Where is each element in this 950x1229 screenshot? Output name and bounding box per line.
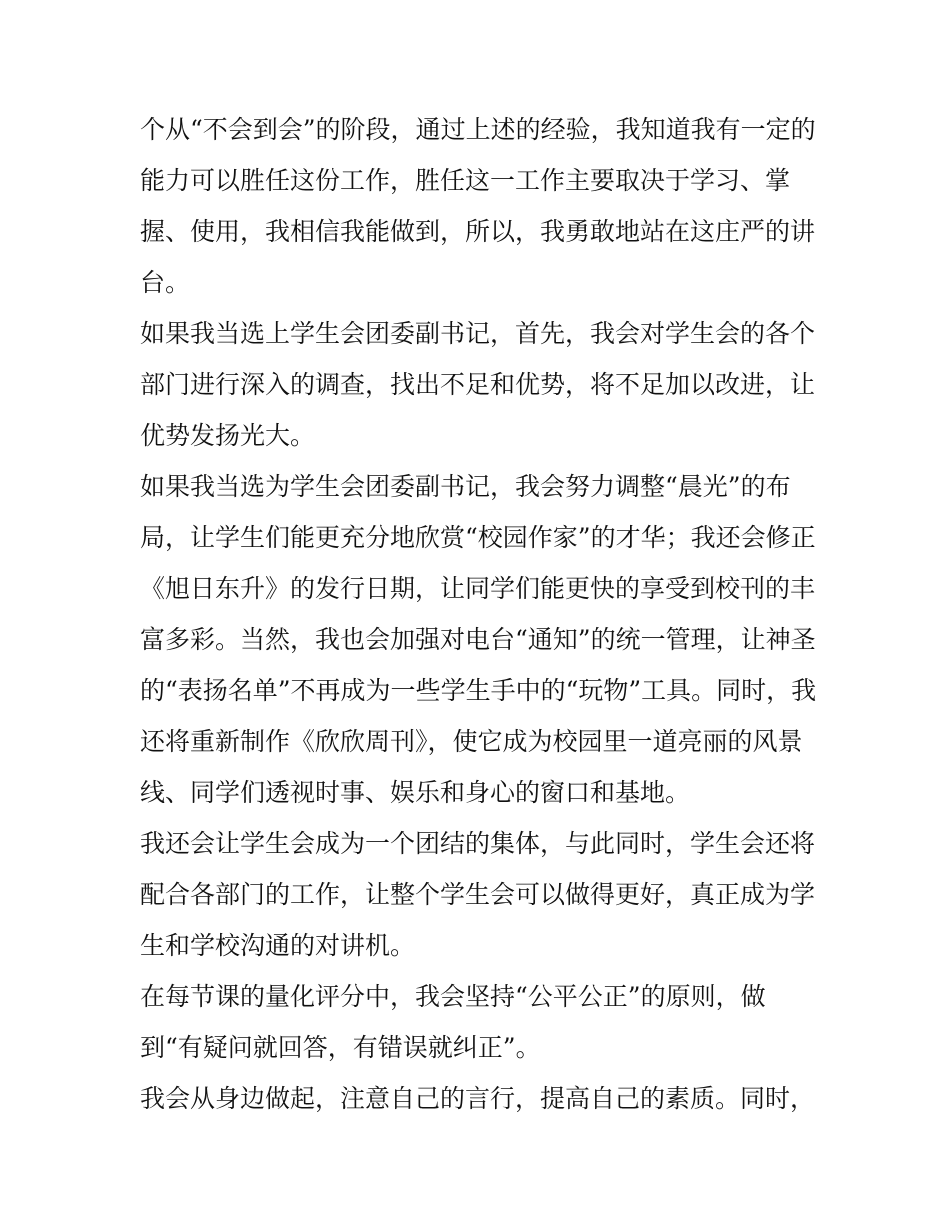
text-line: 到“有疑问就回答，有错误就纠正”。 xyxy=(140,1033,541,1062)
text-line: 的“表扬名单”不再成为一些学生手中的“玩物”工具。同时，我 xyxy=(140,676,817,705)
text-line: 优势发扬光大。 xyxy=(140,421,316,450)
text-line: 台。 xyxy=(140,268,191,297)
text-line: 我会从身边做起，注意自己的言行，提高自己的素质。同时， xyxy=(140,1084,816,1113)
text-line: 还将重新制作《欣欣周刊》，使它成为校园里一道亮丽的风景 xyxy=(140,727,803,756)
text-line: 《旭日东升》的发行日期，让同学们能更快的享受到校刊的丰 xyxy=(140,574,816,603)
text-line: 富多彩。当然，我也会加强对电台“通知”的统一管理，让神圣 xyxy=(140,625,816,654)
text-line: 线、同学们透视时事、娱乐和身心的窗口和基地。 xyxy=(140,778,691,807)
text-line: 局，让学生们能更充分地欣赏“校园作家”的才华；我还会修正 xyxy=(140,523,816,552)
text-line: 在每节课的量化评分中，我会坚持“公平公正”的原则，做 xyxy=(140,982,766,1011)
text-line: 部门进行深入的调查，找出不足和优势，将不足加以改进，让 xyxy=(140,370,816,399)
text-line: 配合各部门的工作，让整个学生会可以做得更好，真正成为学 xyxy=(140,880,816,909)
text-line: 个从“不会到会”的阶段，通过上述的经验，我知道我有一定的 xyxy=(140,115,816,144)
document-body xyxy=(140,104,820,1124)
text-line: 握、使用，我相信我能做到，所以，我勇敢地站在这庄严的讲 xyxy=(140,217,816,246)
text-line: 如果我当选上学生会团委副书记，首先，我会对学生会的各个 xyxy=(140,319,816,348)
text-line: 我还会让学生会成为一个团结的集体，与此同时，学生会还将 xyxy=(140,829,816,858)
text-line: 能力可以胜任这份工作，胜任这一工作主要取决于学习、掌 xyxy=(140,166,791,195)
text-line: 如果我当选为学生会团委副书记，我会努力调整“晨光”的布 xyxy=(140,472,791,501)
text-line: 生和学校沟通的对讲机。 xyxy=(140,931,416,960)
